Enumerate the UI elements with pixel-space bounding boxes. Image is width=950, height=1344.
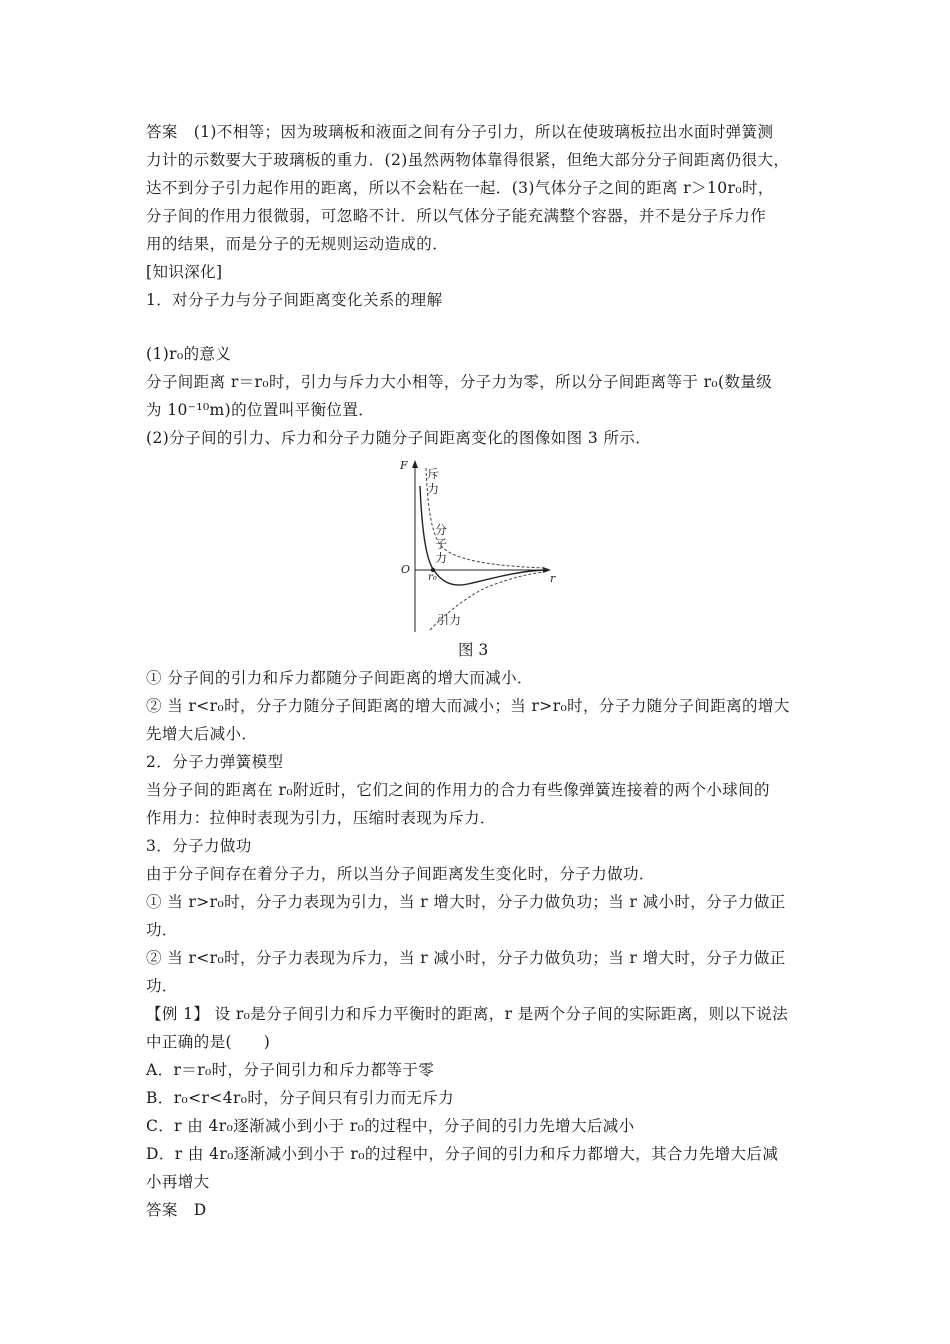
text-line: 由于分子间存在着分子力，所以当分子间距离发生变化时，分子力做功．	[146, 865, 655, 883]
y-axis-arrow	[412, 460, 418, 468]
option-a: A．r＝r₀时，分子间引力和斥力都等于零	[146, 1061, 435, 1079]
section-heading: 1．对分子力与分子间距离变化关系的理解	[146, 291, 443, 309]
text-line: 答案 (1)不相等；因为玻璃板和液面之间有分子引力，所以在使玻璃板拉出水面时弹簧测	[146, 123, 774, 141]
molecular-force-label: 力	[435, 551, 448, 565]
text-line: 达不到分子引力起作用的距离，所以不会粘在一起．(3)气体分子之间的距离 r＞10r₀时，	[146, 179, 774, 197]
text-line: 功．	[146, 977, 178, 995]
text-line: (2)分子间的引力、斥力和分子力随分子间距离变化的图像如图 3 所示．	[146, 429, 652, 447]
r0-label: r₀	[428, 572, 437, 583]
text-line: 分子间距离 r＝r₀时，引力与斥力大小相等，分子力为零，所以分子间距离等于 r₀(数量级	[146, 373, 773, 391]
equilibrium-point	[431, 568, 435, 572]
y-axis-label: F	[400, 459, 408, 472]
text-line: 为 10⁻¹⁰m)的位置叫平衡位置．	[146, 401, 375, 419]
section-tag: [知识深化]	[146, 263, 223, 281]
section-heading: 3．分子力做功	[146, 837, 252, 855]
text-line: 中正确的是( )	[146, 1033, 271, 1051]
text-line: 作用力：拉伸时表现为引力，压缩时表现为斥力．	[146, 809, 496, 827]
force-distance-figure	[395, 456, 565, 636]
text-line: 当分子间的距离在 r₀附近时，它们之间的作用力的合力有些像弹簧连接着的两个小球间的	[146, 781, 770, 799]
x-axis-label: r	[550, 572, 556, 585]
option-b: B．r₀<r<4r₀时，分子间只有引力而无斥力	[146, 1089, 455, 1107]
section-heading: 2．分子力弹簧模型	[146, 753, 284, 771]
text-line: ② 当 r<r₀时，分子力表现为斥力，当 r 减小时，分子力做负功；当 r 增大时，分子力做正	[146, 949, 786, 967]
attraction-label: 引力	[437, 613, 462, 627]
text-line: 小再增大	[146, 1173, 210, 1191]
text-line: 先增大后减小．	[146, 725, 258, 743]
repulsion-label: 斥	[427, 467, 440, 481]
text-line: (1)r₀的意义	[146, 345, 232, 363]
text-line: ② 当 r<r₀时，分子力随分子间距离的增大而减小；当 r>r₀时，分子力随分子间距离的增大	[146, 697, 790, 715]
molecular-force-label: 子	[435, 537, 448, 551]
repulsion-label: 力	[427, 482, 440, 496]
option-c: C．r 由 4r₀逐渐减小到小于 r₀的过程中，分子间的引力先增大后减小	[146, 1117, 635, 1135]
option-d: D．r 由 4r₀逐渐减小到小于 r₀的过程中，分子间的引力和斥力都增大，其合力先增大后减	[146, 1145, 779, 1163]
example-question: 【例 1】 设 r₀是分子间引力和斥力平衡时的距离，r 是两个分子间的实际距离，则以下说法	[146, 1005, 789, 1023]
text-line: 功．	[146, 921, 178, 939]
answer-line: 答案 D	[146, 1201, 207, 1219]
figure-caption: 图 3	[458, 641, 489, 659]
origin-label: O	[401, 563, 411, 576]
text-line: ① 当 r>r₀时，分子力表现为引力，当 r 增大时，分子力做负功；当 r 减小时，分子力做正	[146, 893, 786, 911]
text-line: 分子间的作用力很微弱，可忽略不计．所以气体分子能充满整个容器，并不是分子斥力作	[146, 207, 767, 225]
text-line: 用的结果，而是分子的无规则运动造成的．	[146, 235, 449, 253]
text-line: 力计的示数要大于玻璃板的重力．(2)虽然两物体靠得很紧，但绝大部分分子间距离仍很大，	[146, 151, 790, 169]
molecular-force-label: 分	[435, 523, 448, 537]
text-line: ① 分子间的引力和斥力都随分子间距离的增大而减小．	[146, 669, 533, 687]
